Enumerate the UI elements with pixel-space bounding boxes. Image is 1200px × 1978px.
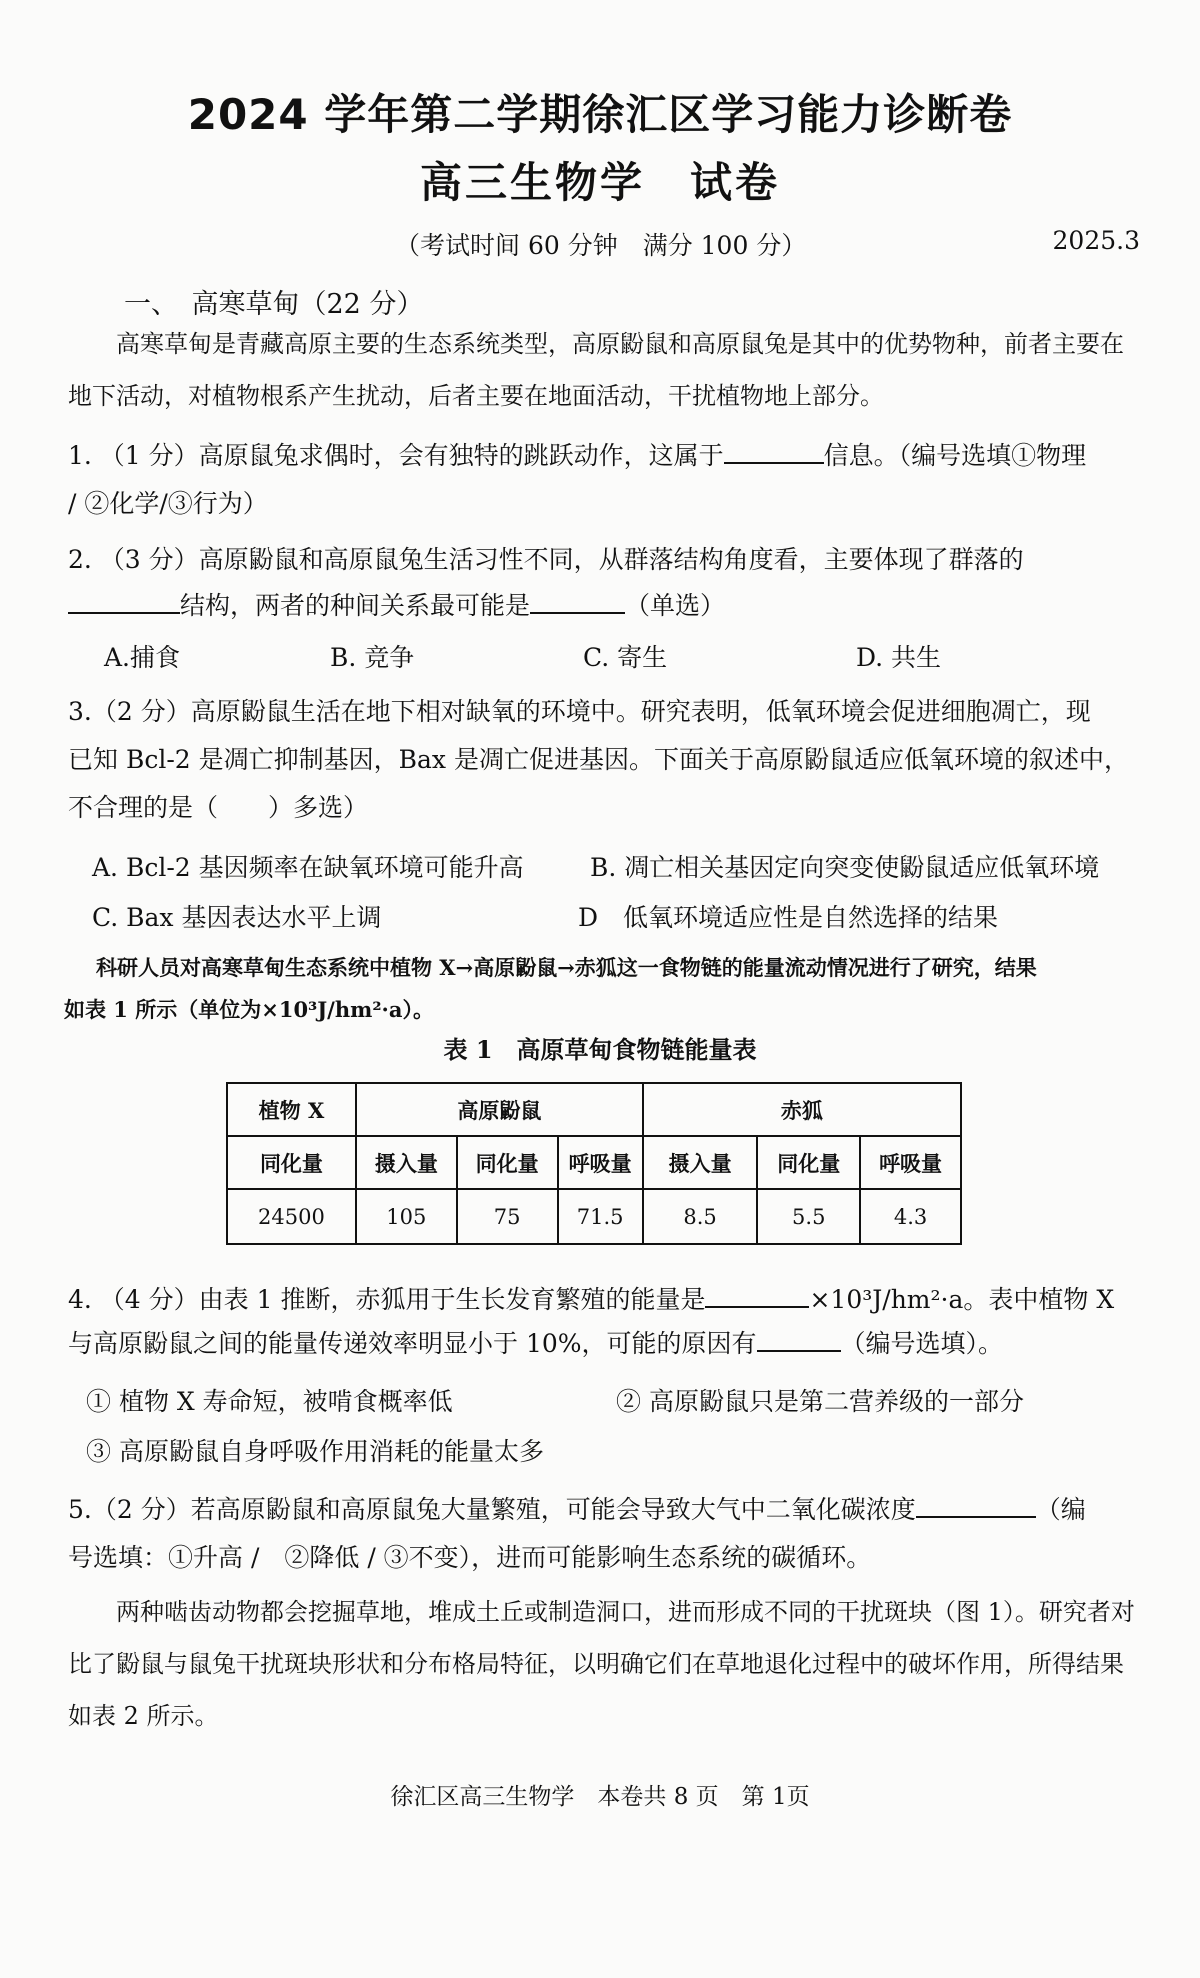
exam-title: 2024 学年第二学期徐汇区学习能力诊断卷 [187, 90, 1013, 139]
q2-text-a: 结构，两者的种间关系最可能是 [180, 591, 531, 620]
question-3-line-3: 不合理的是（ ）多选） [68, 793, 369, 822]
table-group-plant-x: 植物 X [227, 1083, 356, 1136]
table-cell: 105 [356, 1189, 457, 1244]
page-footer: 徐汇区高三生物学 本卷共 8 页 第 1页 [390, 1784, 810, 1810]
question-2-line-1: 2. （3 分）高原鼢鼠和高原鼠兔生活习性不同，从群落结构角度看，主要体现了群落的 [68, 545, 1024, 574]
table-col-header: 摄入量 [356, 1136, 457, 1189]
table-cell: 8.5 [643, 1189, 758, 1244]
table-col-header: 呼吸量 [860, 1136, 961, 1189]
table-cell: 4.3 [860, 1189, 961, 1244]
exam-info: （考试时间 60 分钟 满分 100 分） [395, 231, 807, 260]
q4-text-a: 4. （4 分）由表 1 推断，赤狐用于生长发育繁殖的能量是 [68, 1285, 706, 1314]
q2-option-d[interactable]: D. 共生 [856, 643, 942, 672]
table-intro-line-1: 科研人员对高寒草甸生态系统中植物 X→高原鼢鼠→赤狐这一食物链的能量流动情况进行了研究，结果 [96, 955, 1037, 980]
table-intro-line-2: 如表 1 所示（单位为×10³J/hm²·a）。 [64, 997, 434, 1022]
question-4-line-2 [68, 1318, 1003, 1370]
q3-option-d[interactable]: D 低氧环境适应性是自然选择的结果 [578, 903, 999, 932]
table-group-zokor: 高原鼢鼠 [356, 1083, 643, 1136]
table-col-header: 同化量 [227, 1136, 356, 1189]
q5-text-a: 5.（2 分）若高原鼢鼠和高原鼠兔大量繁殖，可能会导致大气中二氧化碳浓度 [68, 1495, 916, 1524]
q4-text-d: （编号选填）。 [840, 1329, 1004, 1358]
q3-option-a[interactable]: A. Bcl-2 基因频率在缺氧环境可能升高 [92, 853, 524, 882]
table-cell: 5.5 [757, 1189, 860, 1244]
question-2-line-2 [68, 580, 725, 632]
q3-option-b[interactable]: B. 凋亡相关基因定向突变使鼢鼠适应低氧环境 [590, 853, 1100, 882]
table-group-red-fox: 赤狐 [643, 1083, 961, 1136]
q2-blank-2[interactable] [530, 590, 625, 614]
q2-option-b[interactable]: B. 竞争 [330, 643, 415, 672]
question-1-line-1 [68, 430, 1086, 482]
table-cell: 75 [457, 1189, 558, 1244]
table-col-header: 同化量 [757, 1136, 860, 1189]
q4-option-1[interactable]: ① 植物 X 寿命短，被啃食概率低 [86, 1387, 453, 1416]
section-intro: 高寒草甸是青藏高原主要的生态系统类型，高原鼢鼠和高原鼠兔是其中的优势物种，前者主要在地下活动，对植物根系产生扰动，后者主要在地面活动，干扰植物地上部分。 [68, 330, 1124, 410]
table-col-header: 摄入量 [643, 1136, 758, 1189]
table-col-header: 同化量 [457, 1136, 558, 1189]
q5-blank[interactable] [916, 1494, 1036, 1518]
q4-blank-2[interactable] [757, 1328, 841, 1352]
q2-text-b: （单选） [625, 591, 726, 620]
q2-option-a[interactable]: A.捕食 [104, 643, 181, 672]
question-3-line-2: 已知 Bcl-2 是凋亡抑制基因，Bax 是凋亡促进基因。下面关于高原鼢鼠适应低氧环境的叙述中， [68, 745, 1129, 774]
question-5-line-2: 号选填：①升高 / ②降低 / ③不变），进而可能影响生态系统的碳循环。 [68, 1543, 872, 1572]
q1-answer-blank[interactable] [724, 440, 824, 464]
q4-option-2[interactable]: ② 高原鼢鼠只是第二营养级的一部分 [616, 1387, 1024, 1416]
q1-text-a: 1. （1 分）高原鼠兔求偶时，会有独特的跳跃动作，这属于 [68, 441, 724, 470]
table-caption: 表 1 高原草甸食物链能量表 [443, 1035, 757, 1064]
energy-table [226, 1082, 962, 1245]
question-3-line-1: 3.（2 分）高原鼢鼠生活在地下相对缺氧的环境中。研究表明，低氧环境会促进细胞凋亡，现 [68, 697, 1091, 726]
q2-blank-1[interactable] [68, 590, 180, 614]
q5-text-b: （编 [1035, 1495, 1086, 1524]
closing-paragraph: 两种啮齿动物都会挖掘草地，堆成土丘或制造洞口，进而形成不同的干扰斑块（图 1）。研究者对比了鼢鼠与鼠兔干扰斑块形状和分布格局特征，以明确它们在草地退化过程中的破坏作用，所得结果如表 2 所示。 [68, 1598, 1135, 1730]
exam-date: 2025.3 [1052, 226, 1140, 255]
question-5-line-1 [68, 1484, 1086, 1536]
question-1-line-2: / ②化学/③行为） [68, 489, 268, 518]
table-cell: 24500 [227, 1189, 356, 1244]
q4-option-3[interactable]: ③ 高原鼢鼠自身呼吸作用消耗的能量太多 [86, 1437, 544, 1466]
exam-subtitle: 高三生物学 试卷 [419, 158, 780, 207]
section-heading: 一、 高寒草甸（22 分） [124, 289, 424, 320]
q4-text-c: 与高原鼢鼠之间的能量传递效率明显小于 10%，可能的原因有 [68, 1329, 757, 1358]
q4-blank-1[interactable] [705, 1284, 809, 1308]
q3-option-c[interactable]: C. Bax 基因表达水平上调 [92, 903, 382, 932]
q1-text-b: 信息。（编号选填①物理 [823, 441, 1087, 470]
q4-text-b: ×10³J/hm²·a。表中植物 X [809, 1285, 1115, 1314]
table-col-header: 呼吸量 [558, 1136, 643, 1189]
q2-option-c[interactable]: C. 寄生 [583, 643, 668, 672]
table-cell: 71.5 [558, 1189, 643, 1244]
